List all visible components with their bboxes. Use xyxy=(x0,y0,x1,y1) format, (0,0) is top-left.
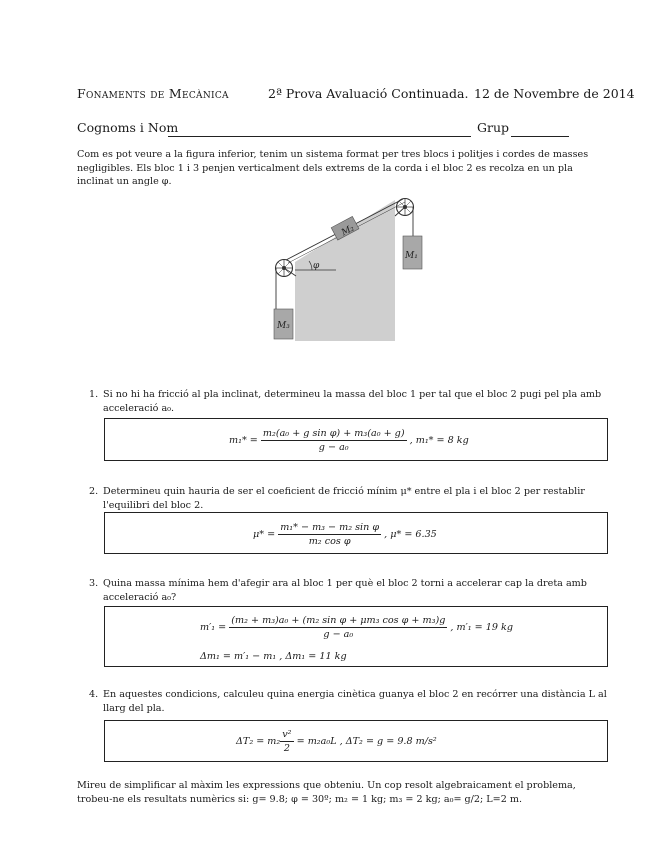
answer-2-fraction xyxy=(278,522,381,547)
exam-date: 12 de Novembre de 2014 xyxy=(474,86,635,101)
question-2-text: Determineu quin hauria de ser el coeficient de fricció mínim μ* entre el pla i el bloc 2 per restablir l'equilibri del bloc 2. xyxy=(103,486,585,511)
answer-2-lhs: μ* = xyxy=(253,529,276,540)
pulley-system-figure xyxy=(250,188,430,348)
answer-3-fraction xyxy=(229,615,447,640)
answer-box-4 xyxy=(104,720,608,762)
name-label: Cognoms i Nom xyxy=(77,120,179,135)
answer-4-denominator: 2 xyxy=(283,743,290,754)
question-3-number: 3. xyxy=(89,578,99,589)
answer-2-result: , μ* = 6.35 xyxy=(384,529,437,540)
left-pulley xyxy=(276,260,297,277)
question-1-text: Si no hi ha fricció al pla inclinat, determineu la massa del bloc 1 per tal que el bloc 2 pugi pel pla amb acceleració a₀. xyxy=(103,389,602,414)
course-title: Fonaments de Mecànica xyxy=(77,86,229,101)
answer-3-result: , m′₁ = 19 kg xyxy=(450,622,513,633)
question-2 xyxy=(77,485,612,512)
final-note: Mireu de simplificar al màxim les expressions que obteniu. Un cop resolt algebraicament el problema, trobeu-ne els resultats numèrics si: g= 9.8; φ = 30º; m₂ = 1 kg; m₃ = 2 kg; a₀= g/2; L=2 m. xyxy=(77,780,576,805)
question-4 xyxy=(77,688,612,715)
label-m2: M₂ xyxy=(340,223,357,239)
answer-box-1 xyxy=(104,418,608,461)
question-3-text: Quina massa mínima hem d'afegir ara al bloc 1 per què el bloc 2 torni a accelerar cap la dreta amb acceleració a₀? xyxy=(103,578,587,603)
answer-4-lhs: ΔT₂ = m₂ xyxy=(236,736,281,747)
answer-1-fraction xyxy=(261,428,407,453)
label-m1: M₁ xyxy=(405,251,418,261)
answer-1-lhs: m₁* = xyxy=(229,435,258,446)
question-1 xyxy=(77,388,612,415)
question-2-number: 2. xyxy=(89,486,99,497)
question-1-number: 1. xyxy=(89,389,99,400)
answer-1-denominator: g − a₀ xyxy=(318,442,349,453)
right-pulley xyxy=(395,199,414,217)
answer-box-3 xyxy=(104,606,608,667)
question-4-number: 4. xyxy=(89,689,99,700)
group-field-line[interactable] xyxy=(511,136,569,137)
answer-1-result: , m₁* = 8 kg xyxy=(409,435,469,446)
answer-box-2 xyxy=(104,512,608,554)
answer-4-result: = m₂a₀L , ΔT₂ = g = 9.8 m/s² xyxy=(296,736,437,747)
intro-paragraph: Com es pot veure a la figura inferior, tenim un sistema format per tres blocs i politjes i cordes de masses negligibles. Els bloc 1 i 3 penjen verticalment dels extrems de la corda i el bloc 2 es recolza en un pla inclinat un angle φ. xyxy=(77,149,589,187)
label-m3: M₃ xyxy=(277,321,290,331)
name-field-line[interactable] xyxy=(168,136,471,137)
answer-3-denominator: g − a₀ xyxy=(323,629,354,640)
group-label: Grup xyxy=(477,120,510,135)
question-3 xyxy=(77,577,612,604)
question-4-text: En aquestes condicions, calculeu quina energia cinètica guanya el bloc 2 en recórrer una distància L al llarg del pla. xyxy=(103,689,607,714)
answer-2-denominator: m₂ cos φ xyxy=(308,536,351,547)
answer-4-numerator: v² xyxy=(282,729,292,740)
answer-1-numerator: m₂(a₀ + g sin φ) + m₃(a₀ + g) xyxy=(262,428,405,439)
answer-3-lhs: m′₁ = xyxy=(200,622,227,633)
exam-title: 2ª Prova Avaluació Continuada. xyxy=(268,86,469,101)
answer-3-numerator: (m₂ + m₃)a₀ + (m₂ sin φ + μm₃ cos φ + m₃)g xyxy=(231,615,446,626)
answer-2-numerator: m₁* − m₃ − m₂ sin φ xyxy=(280,522,380,533)
label-angle: φ xyxy=(313,261,320,271)
answer-4-fraction xyxy=(280,729,293,754)
answer-3-line2: Δm₁ = m′₁ − m₁ , Δm₁ = 11 kg xyxy=(200,651,347,662)
